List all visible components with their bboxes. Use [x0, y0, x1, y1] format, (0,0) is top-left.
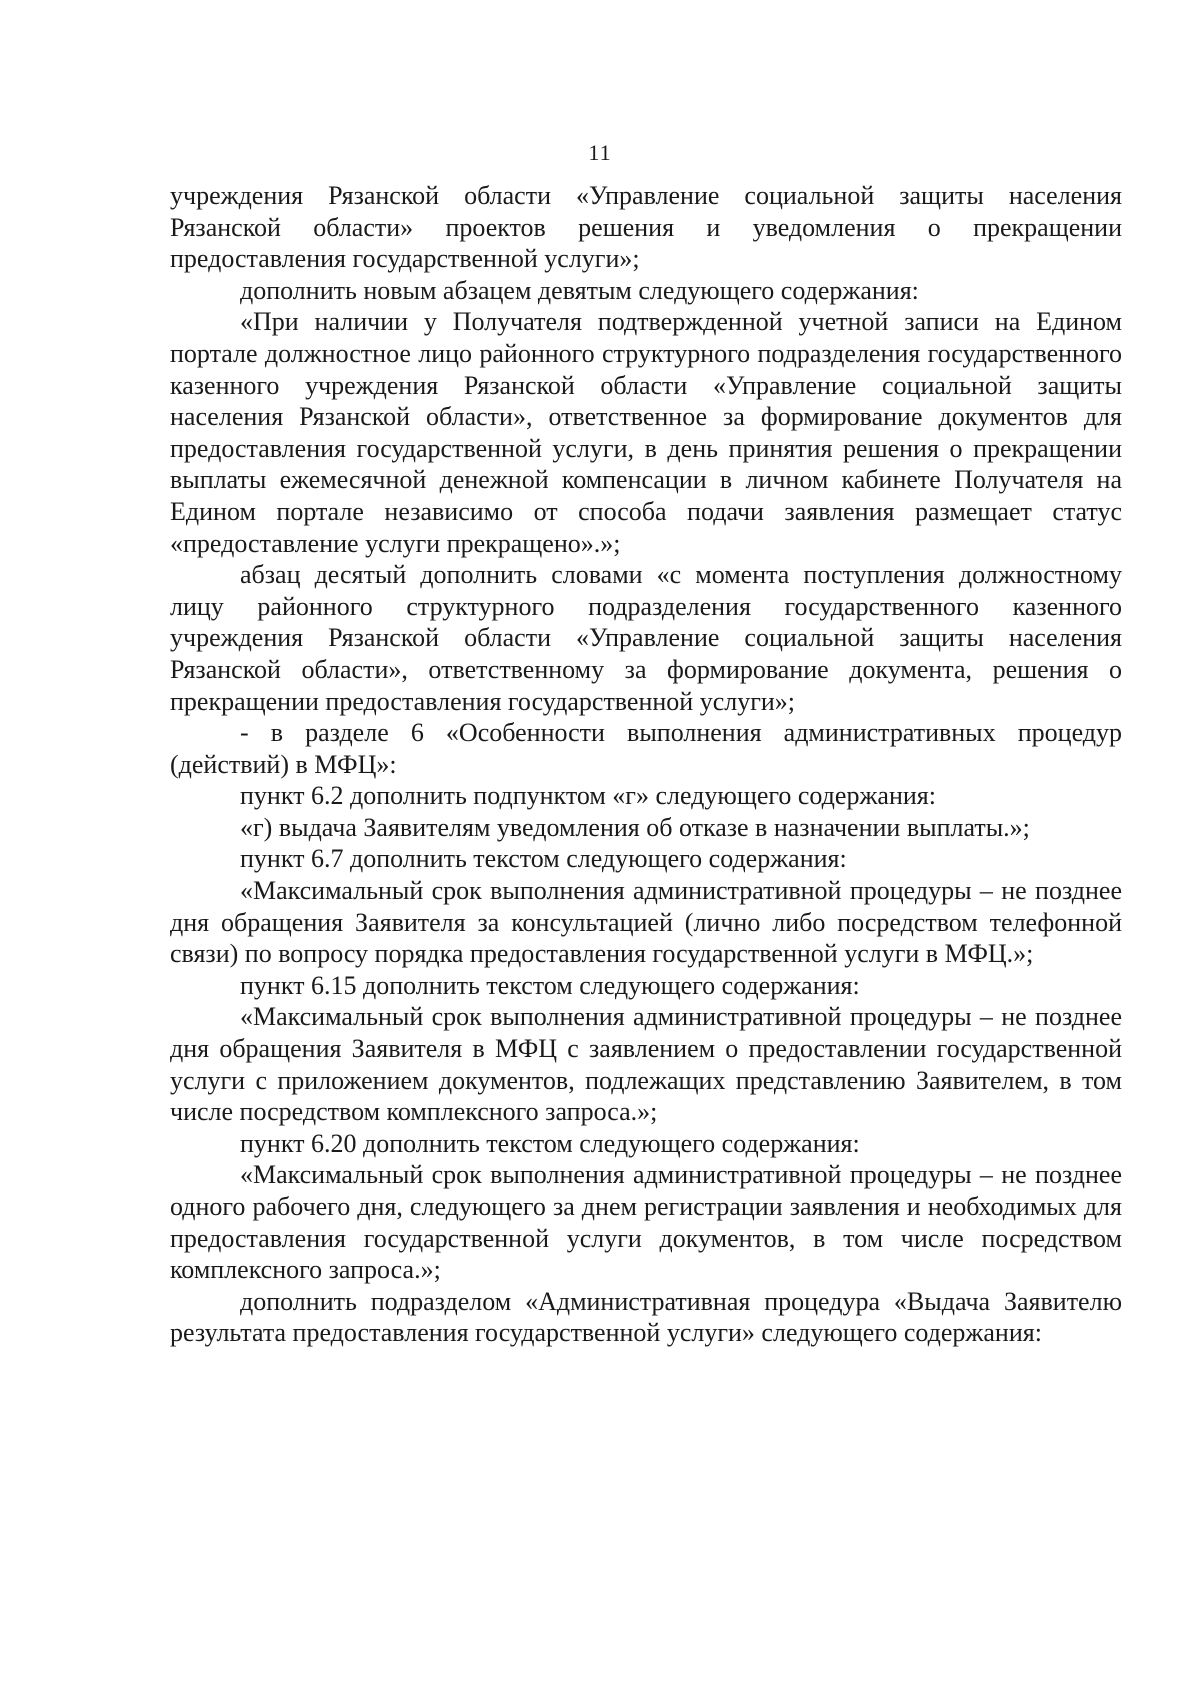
paragraph: пункт 6.7 дополнить текстом следующего содержания: [240, 844, 847, 874]
paragraph: - в разделе 6 «Особенности выполнения административных процедур (действий) в МФЦ»: [170, 718, 1122, 779]
paragraph: «При наличии у Получателя подтвержденной учетной записи на Едином портале должностное лицо районного структурного подразделения государственного казенного учреждения Рязанской области «Управление социальной защиты населения Рязанской области», ответственное за формирование документов для предоставления государственной услуги, в день принятия решения о прекращении выплаты ежемесячной денежной компенсации в личном кабинете Получателя на Едином портале независимо от способа подачи заявления размещает статус «предоставление услуги прекращено».»; [170, 307, 1122, 558]
paragraph: абзац десятый дополнить словами «с момента поступления должностному лицу районного структурного подразделения государственного казенного учреждения Рязанской области «Управление социальной защиты населения Рязанской области», ответственному за формирование документа, решения о прекращении предоставления государственной услуги»; [170, 560, 1122, 716]
paragraph: «Максимальный срок выполнения административной процедуры – не позднее дня обращения Заявителя за консультацией (лично либо посредством телефонной связи) по вопросу порядка предоставления государственной услуги в МФЦ.»; [170, 876, 1122, 969]
paragraph: «Максимальный срок выполнения административной процедуры – не позднее одного рабочего дня, следующего за днем регистрации заявления и необходимых для предоставления государственной услуги документов, в том числе посредством комплексного запроса.»; [170, 1160, 1122, 1285]
paragraph: дополнить подразделом «Административная процедура «Выдача Заявителю результата предоставления государственной услуги» следующего содержания: [170, 1286, 1122, 1348]
page-number: 11 [588, 140, 612, 165]
paragraph: «Максимальный срок выполнения административной процедуры – не позднее дня обращения Заявителя в МФЦ с заявлением о предоставлении государственной услуги с приложением документов, подлежащих представлению Заявителем, в том числе посредством комплексного запроса.»; [170, 1002, 1122, 1127]
paragraph: учреждения Рязанской области «Управление социальной защиты населения Рязанской области» проектов решения и уведомления о прекращении предоставления государственной услуги»; [170, 181, 1122, 274]
paragraph: пункт 6.15 дополнить текстом следующего содержания: [240, 970, 860, 1000]
paragraph: «г) выдача Заявителям уведомления об отказе в назначении выплаты.»; [240, 812, 1030, 842]
document-body [170, 180, 1122, 1349]
paragraph: пункт 6.20 дополнить текстом следующего содержания: [240, 1128, 860, 1158]
paragraph: дополнить новым абзацем девятым следующего содержания: [240, 275, 919, 305]
paragraph: пункт 6.2 дополнить подпунктом «г» следующего содержания: [240, 781, 936, 811]
